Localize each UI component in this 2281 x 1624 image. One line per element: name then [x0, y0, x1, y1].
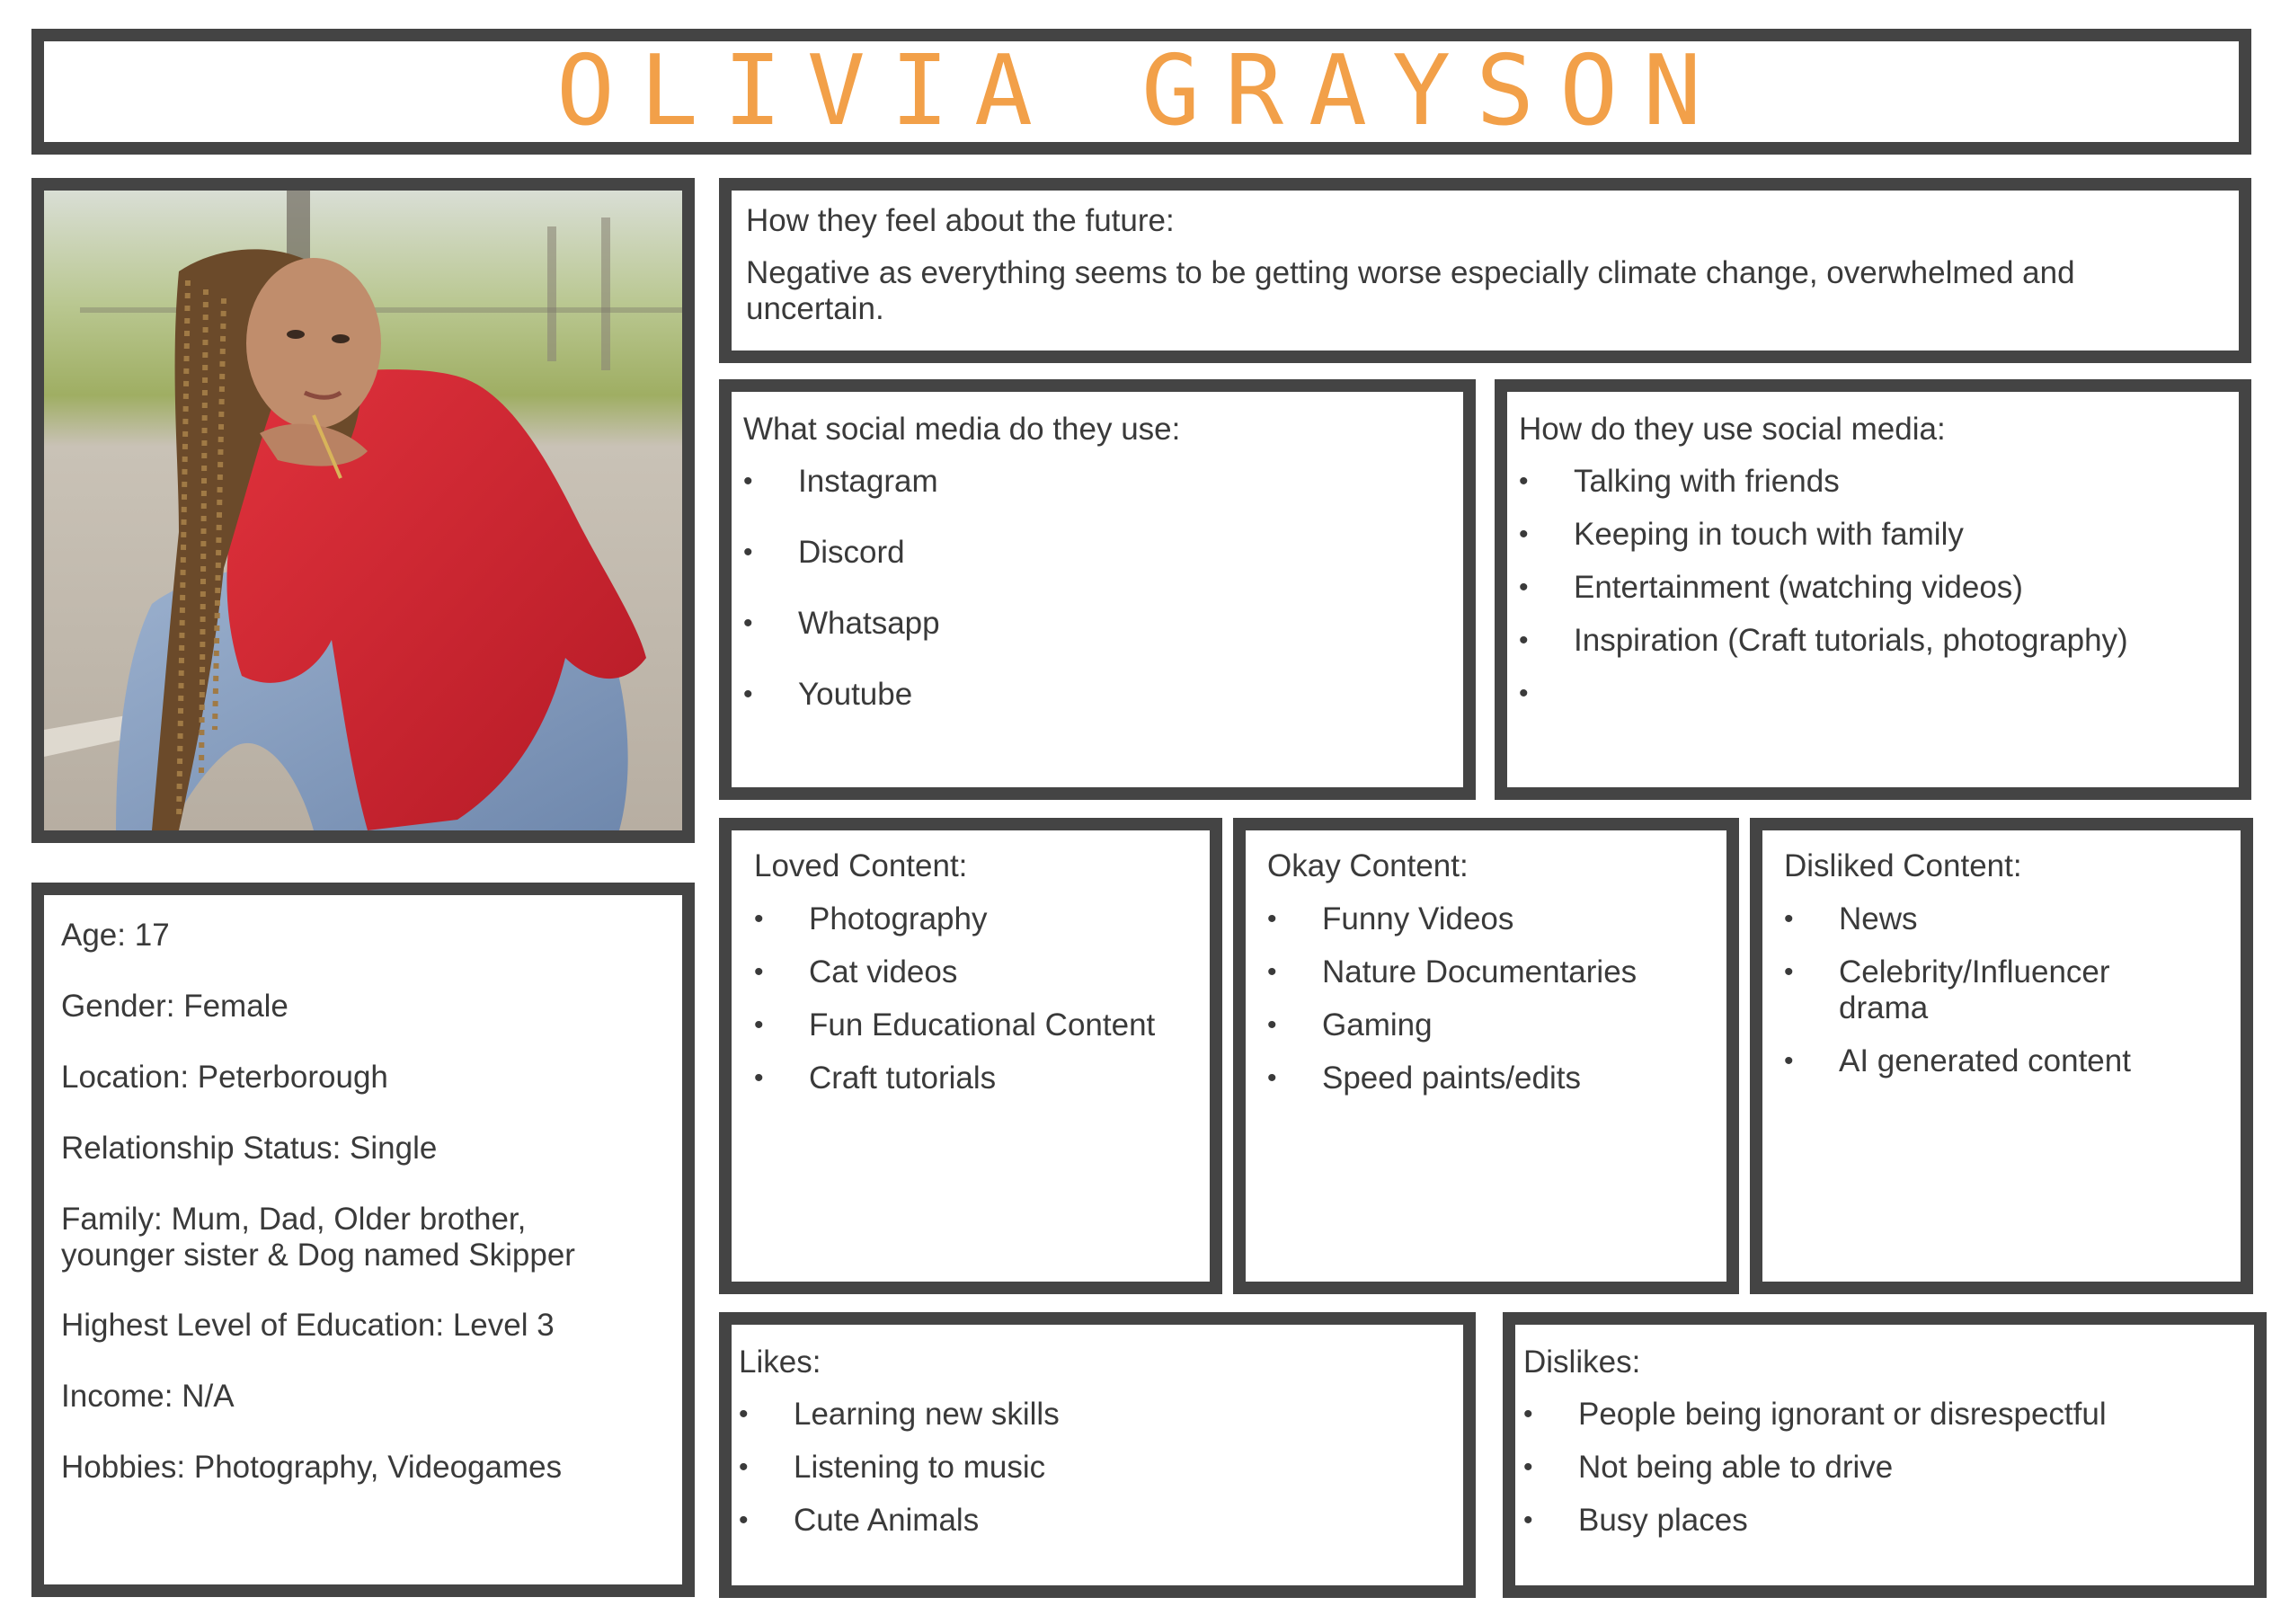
list-item-text: Cute Animals	[794, 1503, 980, 1538]
bullet: •	[739, 1505, 749, 1535]
list-item-text: Talking with friends	[1574, 464, 1840, 499]
bullet: •	[1267, 1010, 1277, 1040]
list-item	[1267, 1060, 1735, 1096]
dislikes-list	[1523, 1397, 2242, 1539]
list-item	[739, 1450, 1449, 1486]
list-item-text: Youtube	[798, 677, 913, 712]
photo-frame	[31, 178, 695, 843]
bullet: •	[743, 679, 753, 709]
disliked-content-list	[1784, 901, 2197, 1079]
list-item-text: Inspiration (Craft tutorials, photography)	[1574, 623, 2128, 658]
bullet: •	[1519, 466, 1529, 496]
list-item	[1784, 1043, 2197, 1079]
list-item-text: Speed paints/edits	[1322, 1060, 1581, 1096]
bullet: •	[1784, 1046, 1794, 1076]
dislikes-heading: Dislikes:	[1523, 1344, 1641, 1380]
list-item	[743, 677, 1444, 713]
demographics-panel	[31, 883, 695, 1597]
list-item	[754, 1060, 1212, 1096]
bullet: •	[1523, 1399, 1533, 1429]
list-item-text: People being ignorant or disrespectful	[1578, 1397, 2107, 1432]
okay-content-panel	[1233, 818, 1739, 1294]
dislikes-panel	[1503, 1312, 2267, 1598]
gender-text: Gender: Female	[61, 989, 288, 1024]
bullet: •	[1267, 904, 1277, 934]
list-item-text: Keeping in touch with family	[1574, 517, 1964, 552]
disliked-content-heading: Disliked Content:	[1784, 848, 2022, 883]
disliked-content-panel	[1750, 818, 2253, 1294]
list-item-text: AI generated content	[1839, 1043, 2131, 1078]
list-item-text: Entertainment (watching videos)	[1574, 570, 2023, 605]
list-item	[1523, 1450, 2242, 1486]
list-item-text: Fun Educational Content	[809, 1007, 1156, 1043]
list-item	[1784, 901, 2197, 937]
list-item-text: Not being able to drive	[1578, 1450, 1894, 1485]
social-media-used-list	[743, 464, 1444, 713]
list-item-text: News	[1839, 901, 1918, 936]
future-feelings-panel	[719, 178, 2251, 363]
okay-content-heading: Okay Content:	[1267, 848, 1469, 883]
social-media-used-panel	[719, 379, 1476, 800]
bullet: •	[1784, 904, 1794, 934]
list-item	[1519, 570, 2229, 606]
list-item	[743, 606, 1444, 642]
list-item-text: Busy places	[1578, 1503, 1748, 1538]
list-item	[1523, 1397, 2242, 1433]
list-item	[754, 901, 1212, 937]
education-text: Highest Level of Education: Level 3	[61, 1308, 555, 1343]
list-item	[1267, 901, 1735, 937]
age-text: Age: 17	[61, 918, 170, 953]
future-heading: How they feel about the future:	[746, 203, 1175, 238]
list-item	[1523, 1503, 2242, 1539]
list-item-text: Learning new skills	[794, 1397, 1060, 1432]
list-item-text: Nature Documentaries	[1322, 954, 1638, 989]
social-media-used-heading: What social media do they use:	[743, 412, 1181, 447]
location-text: Location: Peterborough	[61, 1060, 388, 1095]
bullet: •	[1519, 519, 1529, 549]
list-item	[1519, 517, 2229, 553]
bullet: •	[743, 608, 753, 638]
list-item-text: Whatsapp	[798, 606, 940, 641]
bullet: •	[739, 1399, 749, 1429]
persona-name: OLIVIA GRAYSON	[555, 35, 1727, 147]
bullet: •	[754, 1010, 764, 1040]
list-item-text: Funny Videos	[1322, 901, 1514, 936]
bullet: •	[739, 1452, 749, 1482]
list-item	[754, 1007, 1212, 1043]
social-media-usage-panel	[1495, 379, 2251, 800]
list-item	[739, 1503, 1449, 1539]
list-item	[1267, 954, 1735, 990]
list-item	[739, 1397, 1449, 1433]
list-item-text: Craft tutorials	[809, 1060, 997, 1096]
bullet: •	[1523, 1505, 1533, 1535]
likes-heading: Likes:	[739, 1344, 821, 1380]
list-item-text: Photography	[809, 901, 988, 936]
list-item-text: Instagram	[798, 464, 938, 499]
relationship-text: Relationship Status: Single	[61, 1131, 438, 1166]
loved-content-heading: Loved Content:	[754, 848, 968, 883]
bullet: •	[754, 957, 764, 987]
bullet: •	[754, 1063, 764, 1093]
bullet: •	[1519, 626, 1529, 655]
bullet: •	[1267, 1063, 1277, 1093]
list-item	[1519, 676, 2229, 712]
loved-content-list	[754, 901, 1212, 1096]
list-item-text: Cat videos	[809, 954, 958, 989]
likes-panel	[719, 1312, 1476, 1598]
loved-content-panel	[719, 818, 1222, 1294]
bullet: •	[1519, 572, 1529, 602]
bullet: •	[743, 537, 753, 567]
hobbies-text: Hobbies: Photography, Videogames	[61, 1450, 563, 1485]
portrait-photo-illustration	[44, 191, 682, 830]
list-item	[1267, 1007, 1735, 1043]
future-text: Negative as everything seems to be getting worse especially climate change, overwhelmed and uncertain.	[746, 255, 2075, 326]
list-item-text: Gaming	[1322, 1007, 1433, 1043]
portrait-photo	[44, 191, 682, 830]
social-media-usage-list	[1519, 464, 2229, 712]
bullet: •	[1784, 957, 1794, 987]
social-media-usage-heading: How do they use social media:	[1519, 412, 1946, 447]
bullet: •	[754, 904, 764, 934]
bullet: •	[1523, 1452, 1533, 1482]
likes-list	[739, 1397, 1449, 1539]
list-item	[1519, 623, 2229, 659]
list-item	[743, 464, 1444, 500]
list-item-text: Listening to music	[794, 1450, 1046, 1485]
list-item	[1519, 464, 2229, 500]
list-item	[743, 535, 1444, 571]
list-item-text: Celebrity/Influencer drama	[1839, 954, 2110, 1025]
list-item	[754, 954, 1212, 990]
bullet: •	[743, 466, 753, 496]
list-item-text: Discord	[798, 535, 905, 570]
list-item	[1784, 954, 2143, 1026]
title-banner	[31, 29, 2251, 155]
bullet: •	[1519, 679, 1529, 708]
family-text: Family: Mum, Dad, Older brother, younger sister & Dog named Skipper	[61, 1202, 575, 1273]
okay-content-list	[1267, 901, 1735, 1096]
bullet: •	[1267, 957, 1277, 987]
income-text: Income: N/A	[61, 1379, 235, 1414]
